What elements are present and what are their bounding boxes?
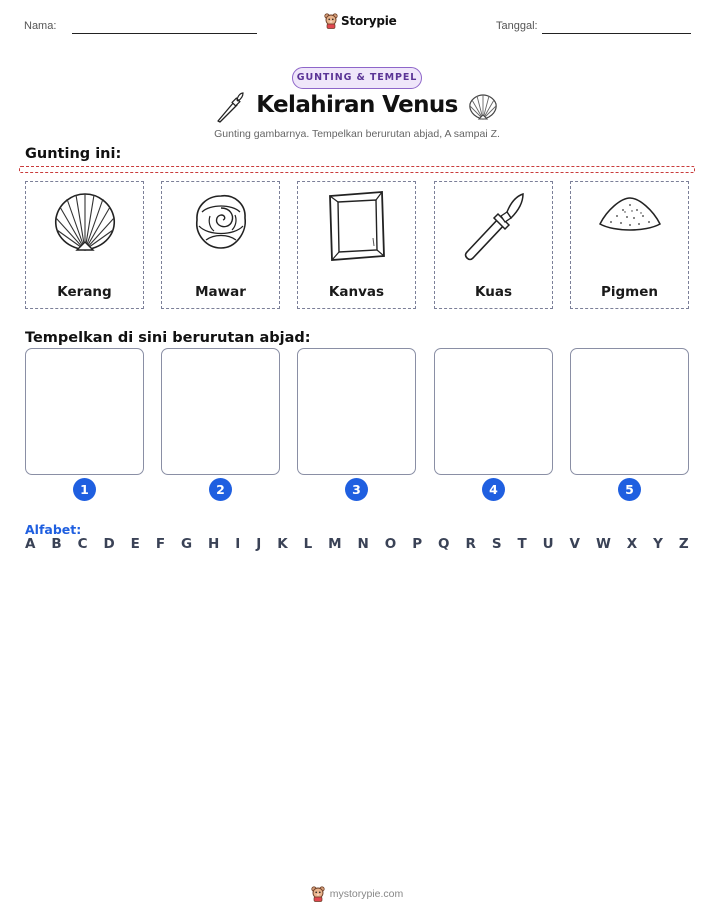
paste-slot-2[interactable] xyxy=(161,348,280,475)
slot-number: 2 xyxy=(209,478,232,501)
alphabet-letter: O xyxy=(384,536,397,552)
paste-heading: Tempelkan di sini berurutan abjad: xyxy=(25,330,311,346)
alphabet-letter: D xyxy=(103,536,115,552)
brand-name: Storypie xyxy=(341,14,397,28)
card-label: Kuas xyxy=(475,284,512,300)
paste-slot-5[interactable] xyxy=(570,348,689,475)
slot-number: 1 xyxy=(73,478,96,501)
footer-url: mystorypie.com xyxy=(329,888,404,900)
canvas-icon xyxy=(326,190,388,262)
cut-card-kanvas[interactable] xyxy=(297,181,416,309)
alphabet-letter: A xyxy=(25,536,36,552)
instructions: Gunting gambarnya. Tempelkan berurutan abjad, A sampai Z. xyxy=(214,128,500,140)
alphabet-letter: U xyxy=(542,536,554,552)
scallop-shell-icon xyxy=(467,93,499,121)
cut-card-pigmen[interactable] xyxy=(570,181,689,309)
alphabet-letter: Q xyxy=(438,536,450,552)
alphabet-letter: J xyxy=(256,536,262,552)
card-label: Kerang xyxy=(57,284,112,300)
alphabet-letter: W xyxy=(595,536,611,552)
brand-logo xyxy=(324,13,397,29)
cut-card-kerang[interactable] xyxy=(25,181,144,309)
alphabet-letter: P xyxy=(412,536,423,552)
card-label: Kanvas xyxy=(328,284,385,300)
footer xyxy=(0,886,714,902)
card-label: Mawar xyxy=(195,284,246,300)
slot-number: 5 xyxy=(618,478,641,501)
date-label: Tanggal: xyxy=(496,20,538,32)
alphabet-letter: R xyxy=(465,536,476,552)
alphabet-letter: E xyxy=(130,536,140,552)
alphabet-letter: L xyxy=(303,536,313,552)
alphabet-letter: M xyxy=(328,536,342,552)
alphabet-row xyxy=(25,536,689,552)
cut-heading: Gunting ini: xyxy=(25,146,122,162)
name-label: Nama: xyxy=(24,20,57,32)
paste-slot-1[interactable] xyxy=(25,348,144,475)
activity-badge: GUNTING & TEMPEL xyxy=(292,67,422,89)
scallop-shell-icon xyxy=(50,190,120,254)
page-title: Kelahiran Venus xyxy=(256,92,458,118)
alphabet-letter: F xyxy=(155,536,166,552)
paintbrush-icon xyxy=(461,190,527,262)
paste-slot-4[interactable] xyxy=(434,348,553,475)
bear-mascot-icon xyxy=(324,13,338,29)
paste-slot-3[interactable] xyxy=(297,348,416,475)
alphabet-letter: B xyxy=(51,536,62,552)
alphabet-letter: I xyxy=(235,536,241,552)
rose-icon xyxy=(190,190,252,254)
cut-card-mawar[interactable] xyxy=(161,181,280,309)
cut-card-kuas[interactable] xyxy=(434,181,553,309)
alphabet-letter: K xyxy=(277,536,288,552)
date-line xyxy=(542,33,691,34)
name-line xyxy=(72,33,257,34)
alphabet-letter: Z xyxy=(678,536,689,552)
pigment-pile-icon xyxy=(597,190,663,240)
alphabet-letter: S xyxy=(491,536,502,552)
slot-number: 3 xyxy=(345,478,368,501)
cut-line xyxy=(19,166,695,173)
alphabet-letter: G xyxy=(180,536,193,552)
alphabet-letter: V xyxy=(569,536,580,552)
alphabet-letter: T xyxy=(517,536,527,552)
bear-mascot-icon xyxy=(311,886,325,902)
alphabet-letter: X xyxy=(626,536,638,552)
alphabet-letter: N xyxy=(357,536,369,552)
card-label: Pigmen xyxy=(600,284,659,300)
slot-number: 4 xyxy=(482,478,505,501)
alphabet-letter: H xyxy=(208,536,220,552)
alphabet-letter: C xyxy=(77,536,88,552)
alphabet-letter: Y xyxy=(653,536,663,552)
alphabet-label: Alfabet: xyxy=(25,522,82,537)
